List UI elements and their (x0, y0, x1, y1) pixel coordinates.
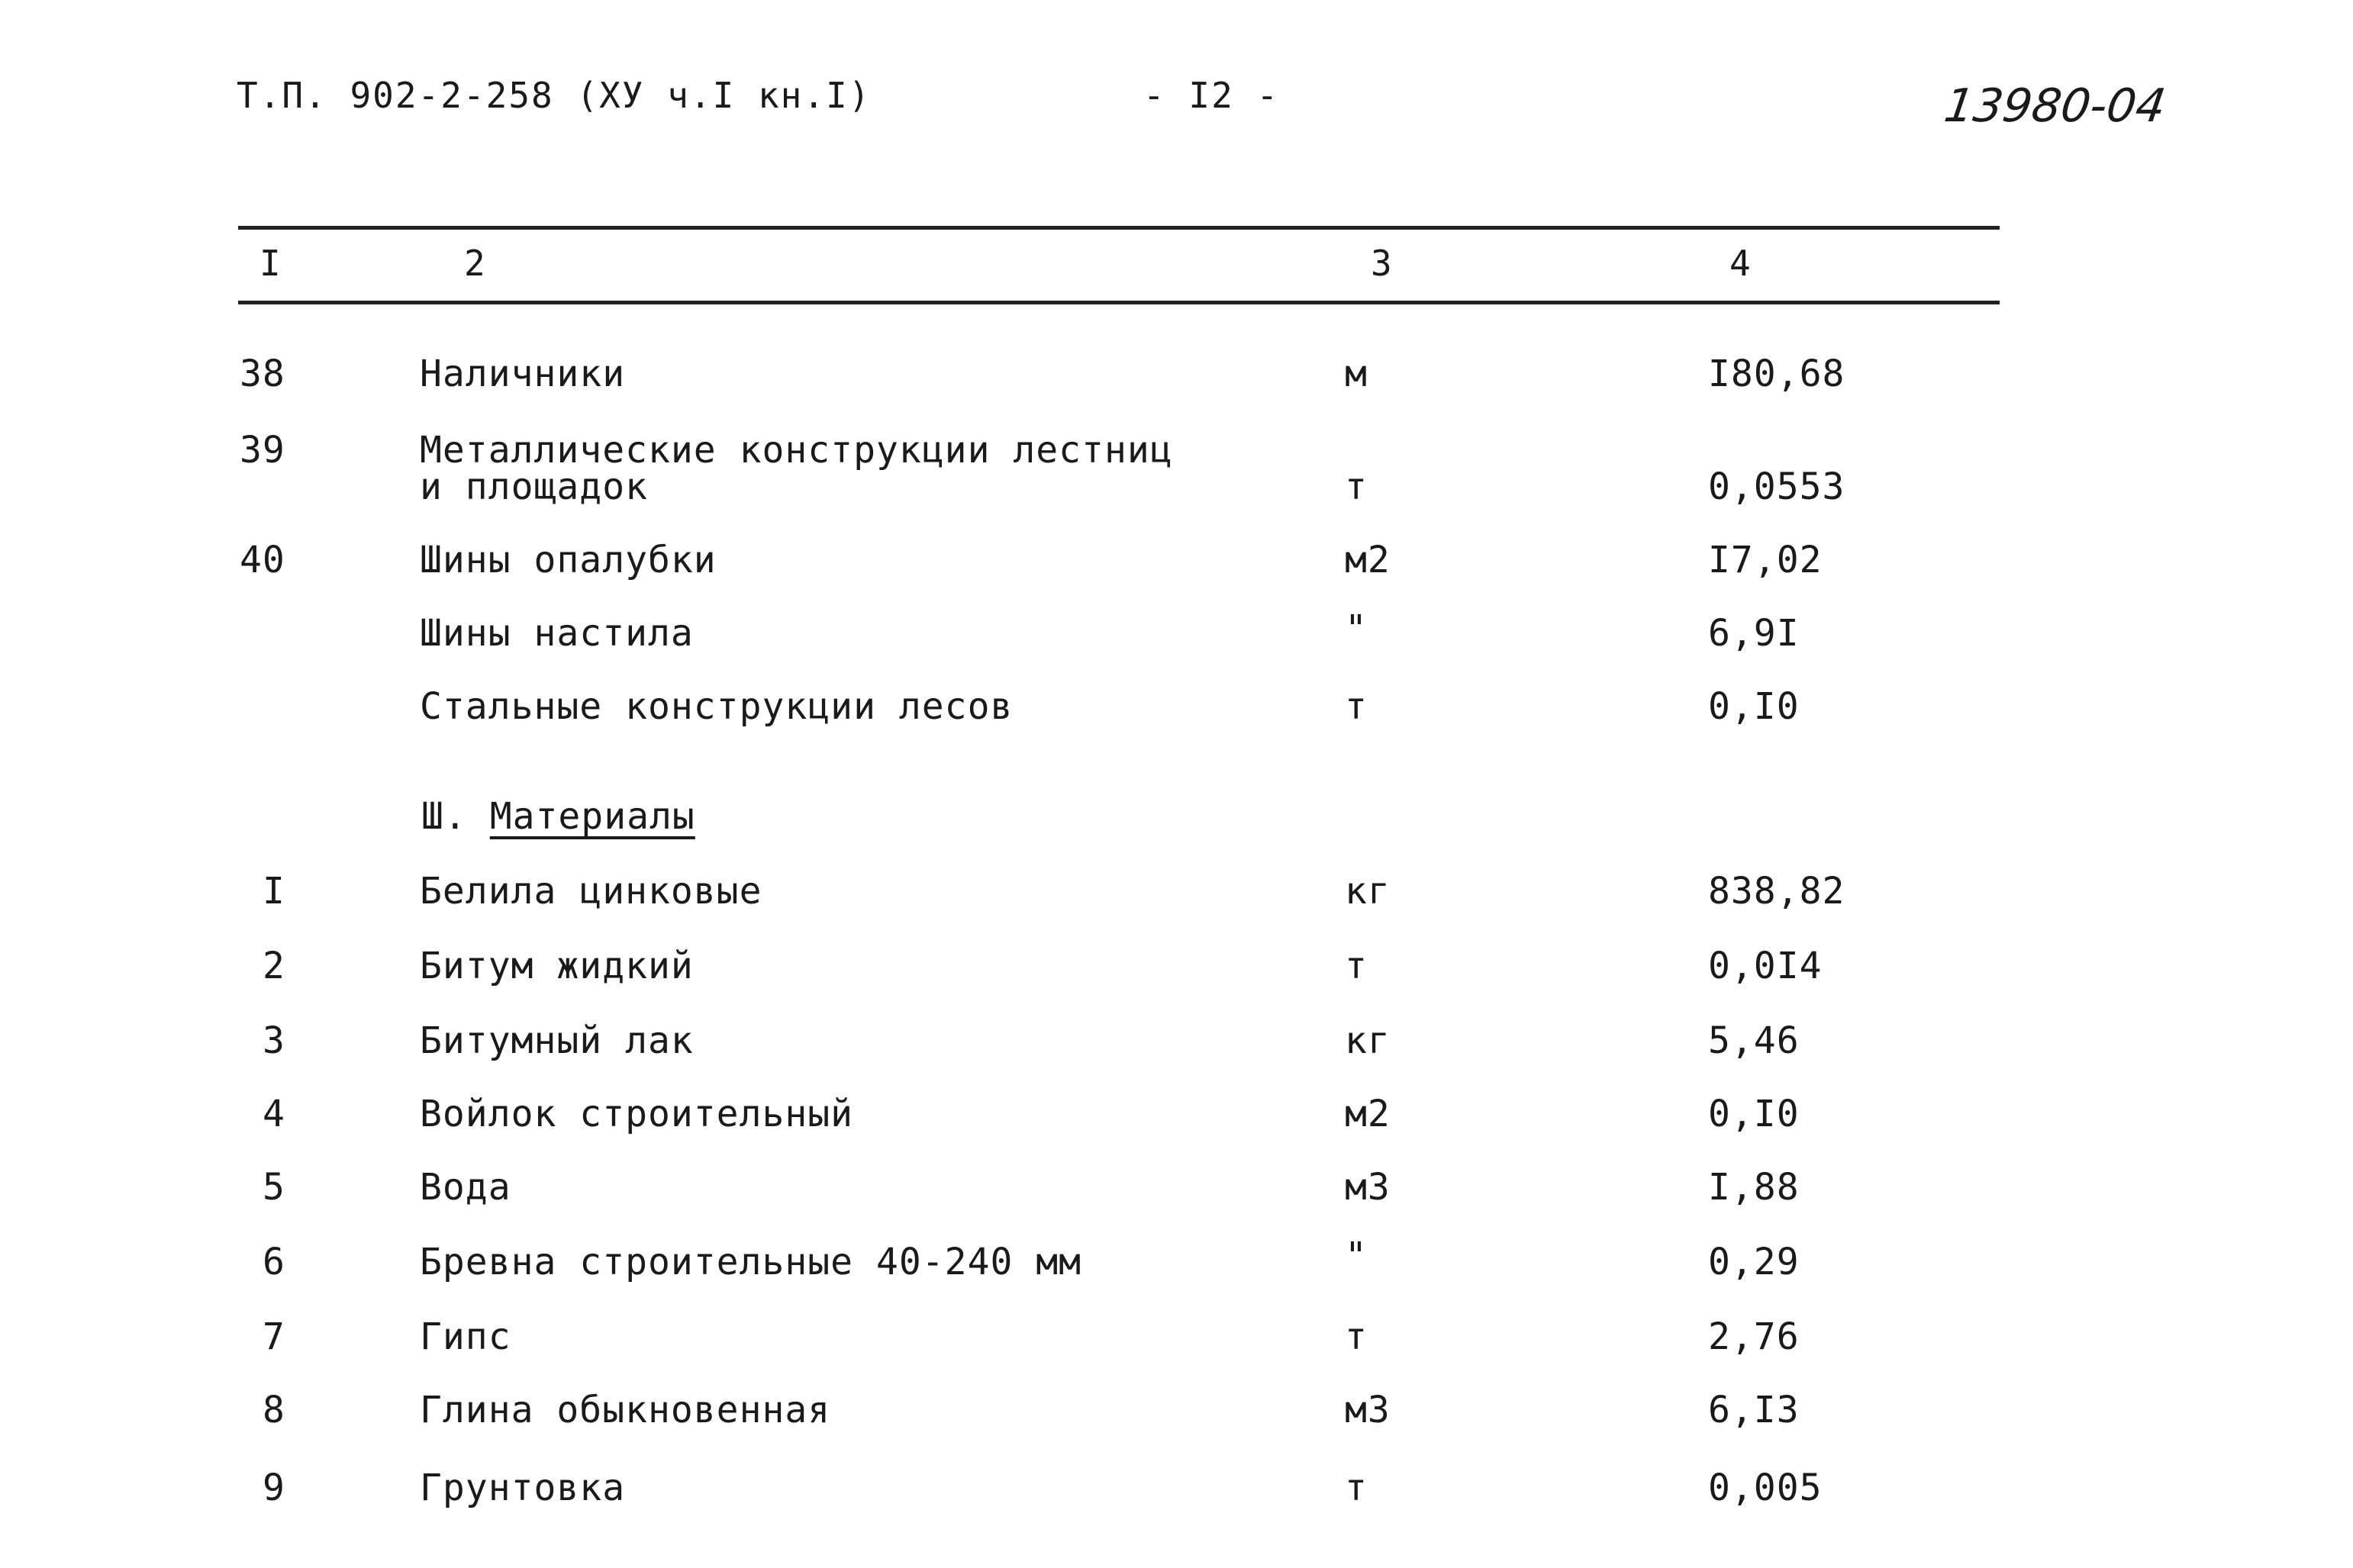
row-number: 6 (263, 1241, 285, 1283)
row-name: Вода (420, 1166, 511, 1209)
column-header-4: 4 (1729, 243, 1751, 284)
section-title: Материалы (489, 795, 695, 838)
row-unit: м3 (1345, 1389, 1391, 1431)
row-quantity: 0,0I4 (1708, 945, 1823, 987)
row-unit: " (1345, 607, 1368, 650)
row-quantity: 838,82 (1708, 870, 1845, 913)
row-unit: т (1345, 1315, 1368, 1358)
column-header-3: 3 (1371, 243, 1392, 284)
row-quantity: I7,02 (1708, 539, 1823, 581)
row-quantity: I80,68 (1708, 353, 1845, 395)
row-quantity: 5,46 (1708, 1019, 1800, 1062)
row-name-continued: и площадок (420, 465, 648, 508)
row-name: Наличники (420, 353, 626, 395)
section-heading (421, 795, 695, 838)
row-number: 8 (263, 1389, 285, 1431)
row-unit: т (1345, 1467, 1368, 1509)
row-name: Металлические конструкции лестниц (420, 429, 1173, 472)
table-top-rule (238, 226, 2000, 230)
document-code: Т.П. 902-2-258 (ХУ ч.I кн.I) (237, 75, 872, 116)
row-name: Стальные конструкции лесов (420, 685, 1014, 728)
table-header-rule (238, 301, 2000, 304)
row-unit: м2 (1345, 1093, 1391, 1135)
row-name: Белила цинковые (420, 870, 762, 913)
row-name: Битум жидкий (420, 945, 694, 987)
row-quantity: 0,29 (1708, 1241, 1800, 1283)
row-number: 4 (263, 1093, 285, 1135)
row-unit: т (1345, 945, 1368, 987)
row-quantity: 2,76 (1708, 1315, 1800, 1358)
row-unit: кг (1345, 1019, 1391, 1062)
row-quantity: 6,I3 (1708, 1389, 1800, 1431)
row-quantity: 0,005 (1708, 1467, 1823, 1509)
row-name: Войлок строительный (420, 1093, 854, 1135)
row-quantity: I,88 (1708, 1166, 1800, 1209)
row-name: Бревна строительные 40-240 мм (420, 1241, 1082, 1283)
column-header-1: I (259, 243, 281, 284)
row-unit: м2 (1345, 539, 1391, 581)
row-number: 9 (263, 1467, 285, 1509)
row-unit: т (1345, 685, 1368, 728)
row-name: Шины настила (420, 612, 694, 655)
row-unit: " (1345, 1235, 1368, 1277)
row-number: 38 (240, 353, 285, 395)
row-name: Битумный лак (420, 1019, 694, 1062)
row-number: 7 (263, 1315, 285, 1358)
row-name: Гипс (420, 1315, 511, 1358)
row-unit: м (1345, 353, 1368, 395)
row-name: Грунтовка (420, 1467, 626, 1509)
row-unit: кг (1345, 870, 1391, 913)
row-unit: т (1345, 465, 1368, 508)
column-header-2: 2 (464, 243, 485, 284)
row-unit: м3 (1345, 1166, 1391, 1209)
row-number: 2 (263, 945, 285, 987)
section-roman-numeral: Ш. (421, 795, 467, 838)
row-quantity: 0,0553 (1708, 465, 1845, 508)
row-name: Шины опалубки (420, 539, 717, 581)
row-number: 3 (263, 1019, 285, 1062)
archive-number: 13980-04 (1941, 79, 2169, 133)
row-name: Глина обыкновенная (420, 1389, 831, 1431)
page-number: - I2 - (1143, 75, 1280, 116)
row-number: 40 (240, 539, 285, 581)
row-quantity: 0,I0 (1708, 1093, 1800, 1135)
row-number: 5 (263, 1166, 285, 1209)
row-quantity: 6,9I (1708, 612, 1800, 655)
row-quantity: 0,I0 (1708, 685, 1800, 728)
row-number: I (263, 870, 285, 913)
row-number: 39 (240, 429, 285, 472)
